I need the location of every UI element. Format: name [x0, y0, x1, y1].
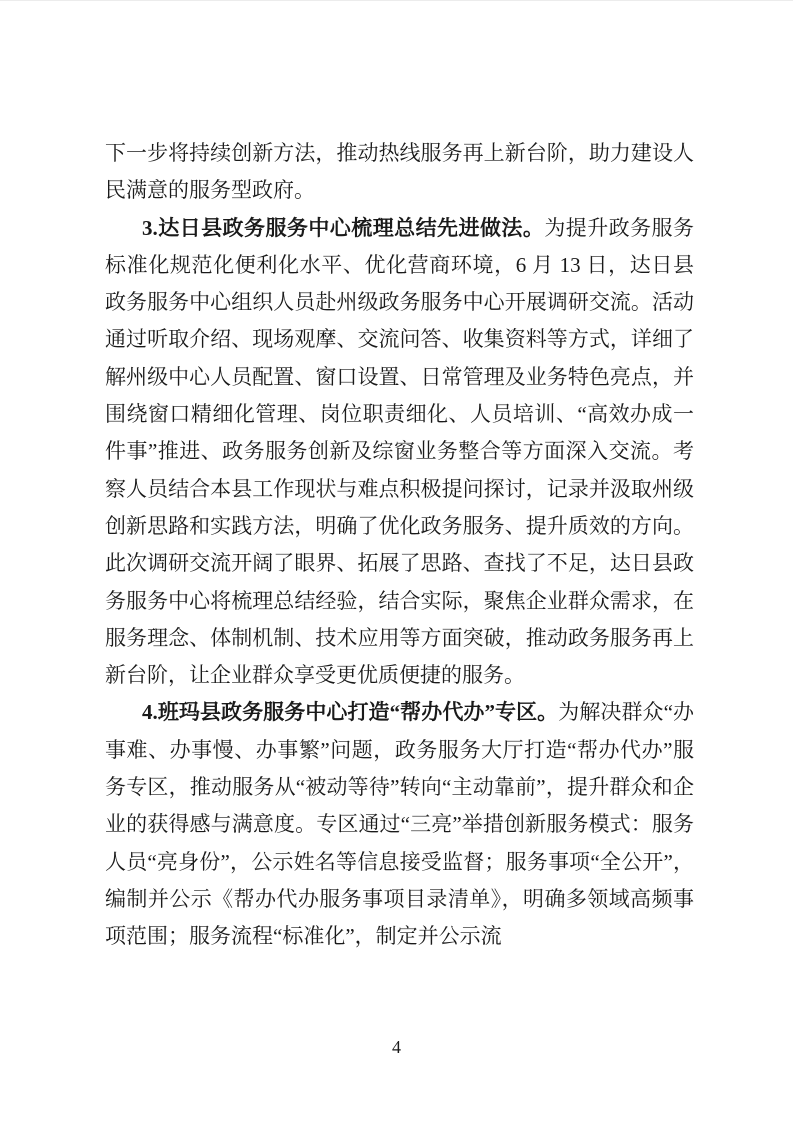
section-heading: 3.达日县政务服务中心梳理总结先进做法。 [142, 215, 545, 240]
section-heading: 4.班玛县政务服务中心打造“帮办代办”专区。 [142, 700, 559, 725]
paragraph-text: 下一步将持续创新方法，推动热线服务再上新台阶，助力建设人民满意的服务型政府。 [105, 141, 694, 203]
paragraph-section-4 [105, 694, 694, 955]
page-number: 4 [392, 1037, 401, 1057]
paragraph-text: 为提升政务服务标准化规范化便利化水平、优化营商环境，6 月 13 日，达日县政务服务中心组织人员赴州级政务服务中心开展调研交流。活动通过听取介绍、现场观摩、交流问答、收集资料等方式，详细了解州级中心人员配置、窗口设置、日常管理及业务特色亮点，并围绕窗口精细化管理、岗位职责细化、人员培训、“高效办成一件事”推进、政务服务创新及综窗业务整合等方面深入交流。考察人员结合本县工作现状与难点积极提问探讨，记录并汲取州级创新思路和实践方法，明确了优化政务服务、提升质效的方向。此次调研交流开阔了眼界、拓展了思路、查找了不足，达日县政务服务中心将梳理总结经验，结合实际，聚焦企业群众需求，在服务理念、体制机制、技术应用等方面突破，推动政务服务再上新台阶，让企业群众享受更优质便捷的服务。 [105, 215, 695, 688]
document-body [105, 135, 694, 956]
paragraph-continuation [105, 135, 694, 210]
paragraph-section-3 [105, 210, 694, 695]
paragraph-text: 为解决群众“办事难、办事慢、办事繁”问题，政务服务大厅打造“帮办代办”服务专区，推动服务从“被动等待”转向“主动靠前”，提升群众和企业的获得感与满意度。专区通过“三亮”举措创新服务模式：服务人员“亮身份”，公示姓名等信息接受监督；服务事项“全公开”，编制并公示《帮办代办服务事项目录清单》，明确多领域高频事项范围；服务流程“标准化”，制定并公示流 [105, 700, 694, 949]
